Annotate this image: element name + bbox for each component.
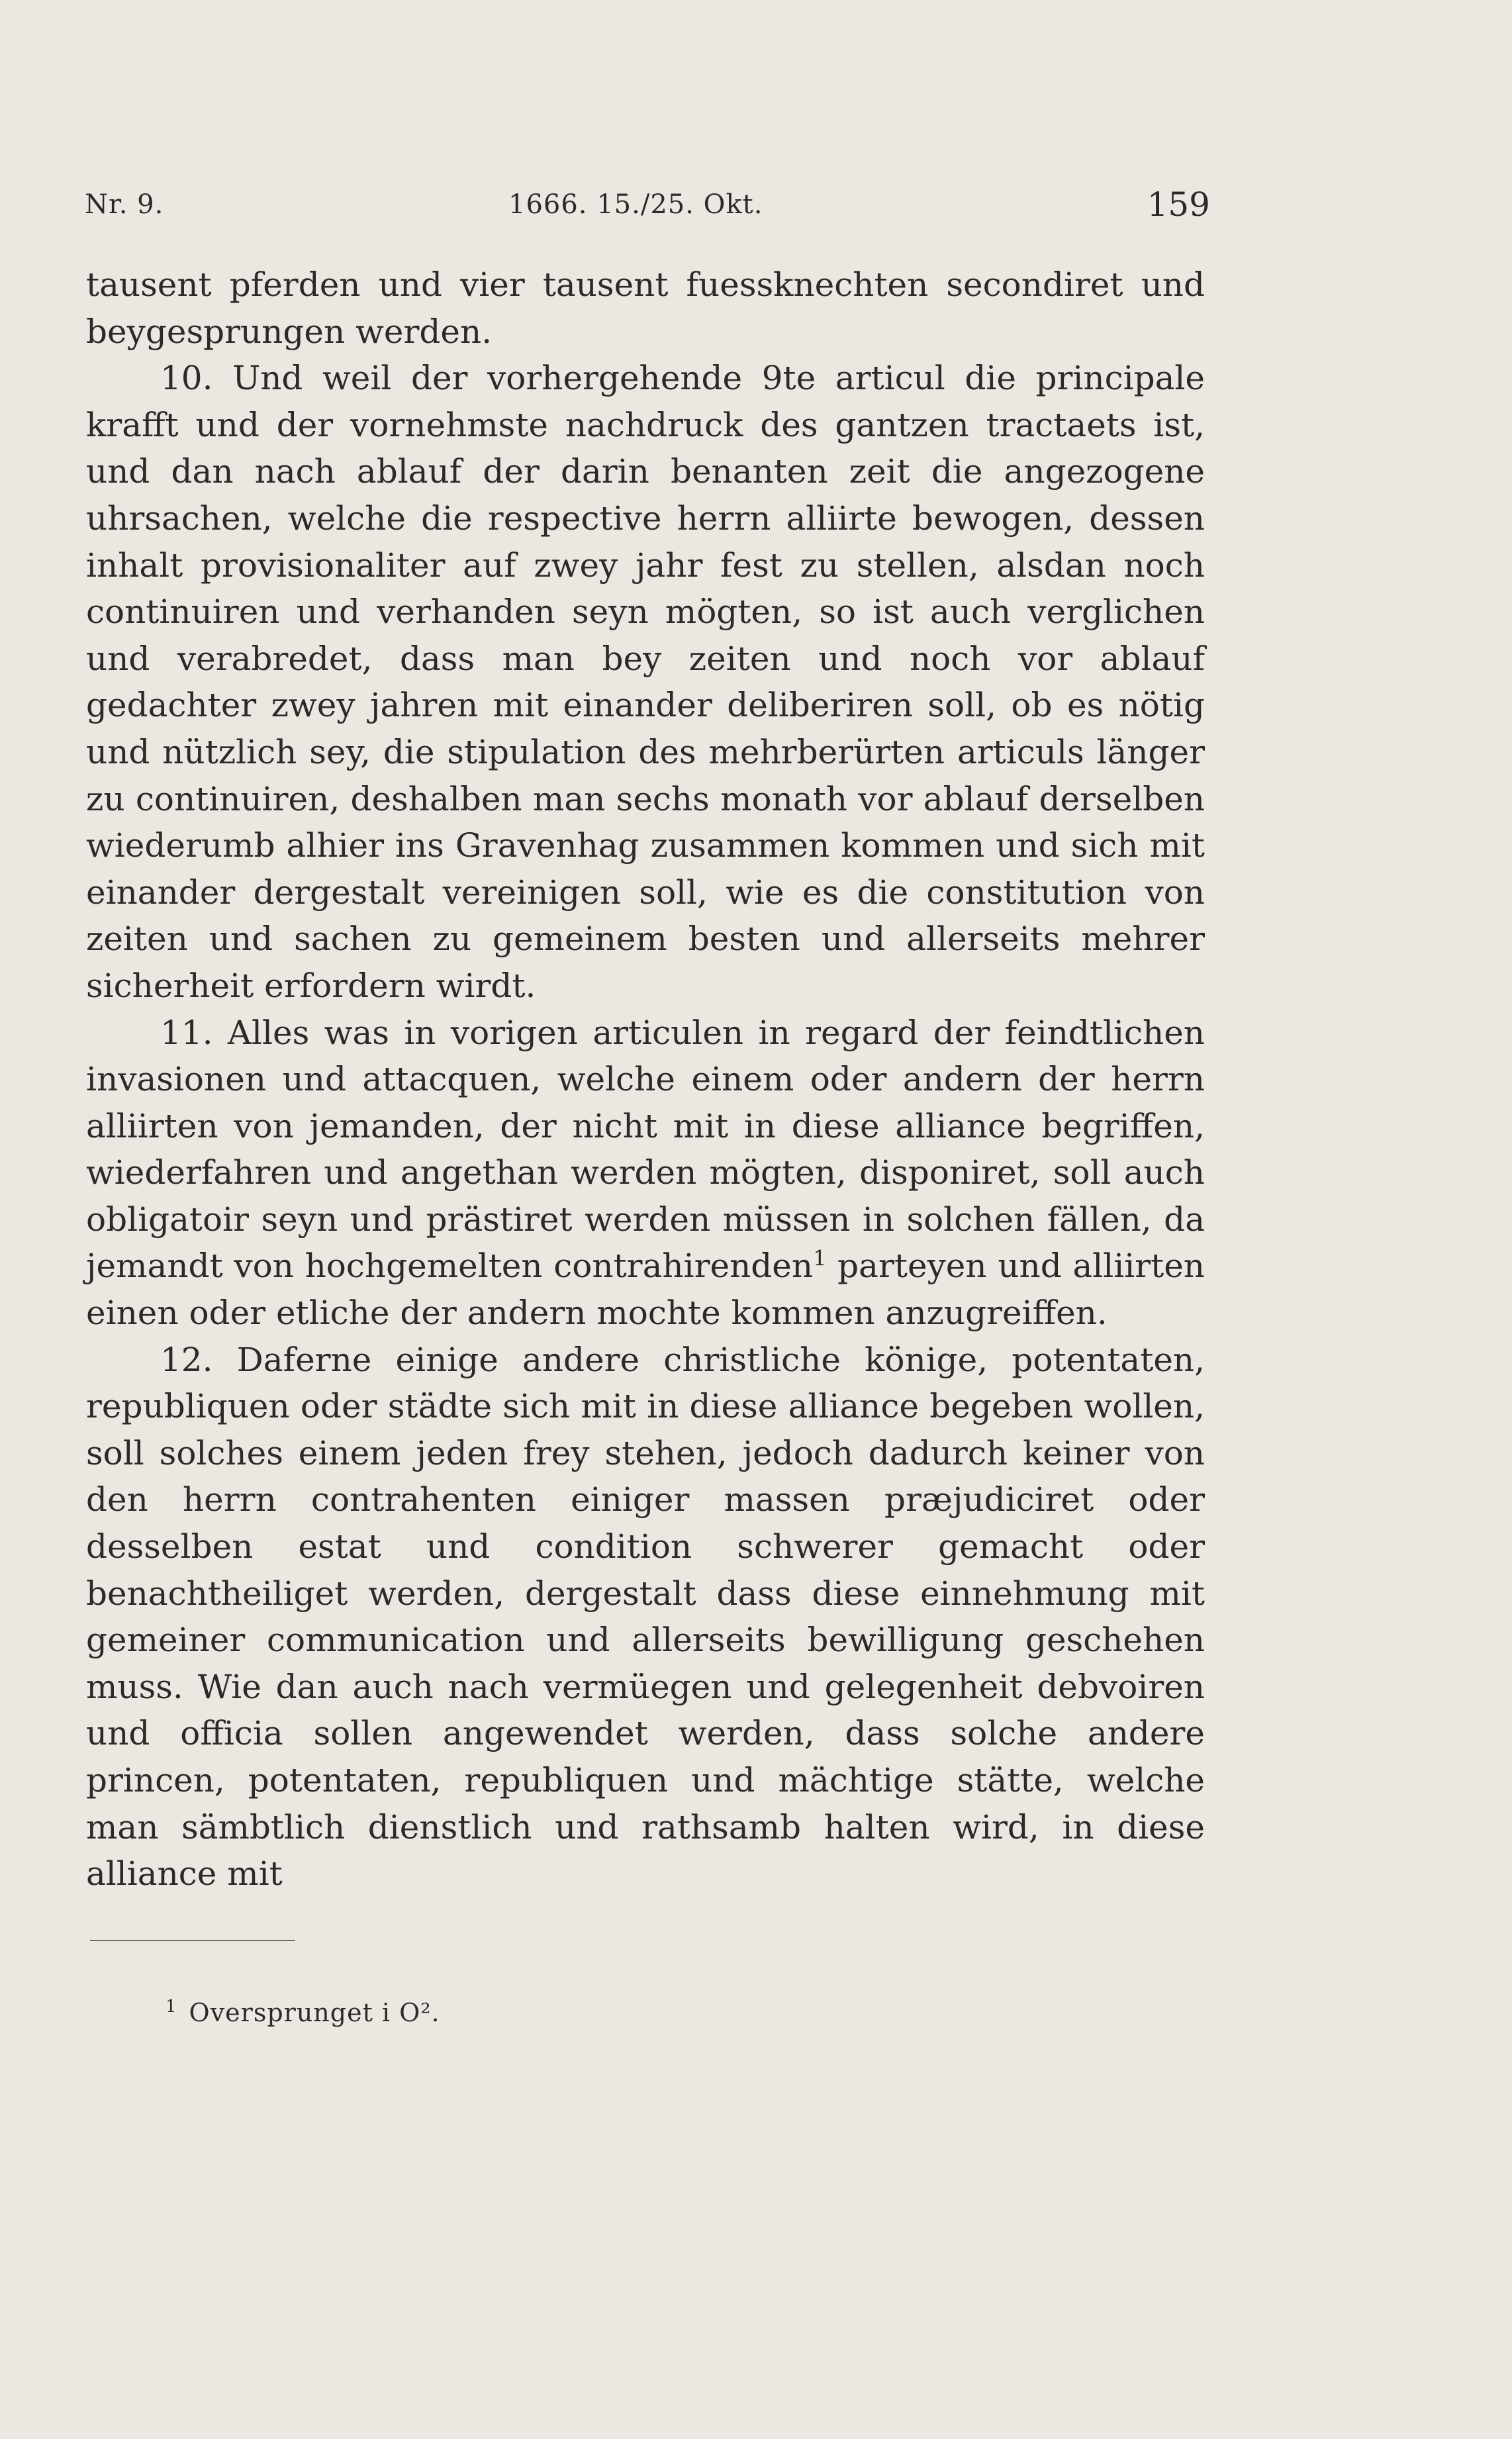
page-number: 159 xyxy=(1147,185,1210,224)
article-11-text-after-note: parteyen und alliirten einen oder etliche der andern mochte kommen anzugreiffen. xyxy=(86,1247,1205,1333)
body-text xyxy=(86,262,1205,1897)
document-date: 1666. 15./25. Okt. xyxy=(508,189,763,220)
paragraph-article-10: 10. Und weil der vorhergehende 9te articul die principale krafft und der vornehmste nachdruck des gantzen tractaets ist, und dan nach ablauf der darin benanten zeit die angezogene uhrsachen, welche die respective herrn alliirte bewogen, dessen inhalt provisionaliter auf zwey jahr fest zu stellen, alsdan noch continuiren und verhanden seyn mögten, so ist auch verglichen und verabredet, dass man bey zeiten und noch vor ablauf gedachter zwey jahren mit einander deliberiren soll, ob es nötig und nützlich sey, die stipulation des mehrberürten articuls länger zu continuiren, deshalben man sechs monath vor ablauf derselben wiederumb alhier ins Gravenhag zusammen kommen und sich mit einander dergestalt vereinigen soll, wie es die constitution von zeiten und sachen zu gemeinem besten und allerseits mehrer sicherheit erfordern wirdt. xyxy=(86,359,1205,1005)
paragraph-article-12: 12. Daferne einige andere christliche könige, potentaten, republiquen oder städte sich mit in diese alliance begeben wollen, soll solches einem jeden frey stehen, jedoch dadurch keiner von den herrn contrahenten einiger massen præjudiciret oder desselben estat und condition schwerer gemacht oder benachtheiliget werden, dergestalt dass diese einnehmung mit gemeiner communication und allerseits bewilligung geschehen muss. Wie dan auch nach vermüegen und gelegenheit debvoiren und officia sollen angewendet werden, dass solche andere princen, potentaten, republiquen und mächtige stätte, welche man sämbtlich dienstlich und rathsamb halten wird, in diese alliance mit xyxy=(86,1340,1205,1893)
footnote-number: 1 xyxy=(165,1997,177,2017)
document-number: Nr. 9. xyxy=(85,189,164,220)
paragraph-article-11 xyxy=(86,1010,1205,1337)
footnote xyxy=(165,1998,440,2027)
running-head xyxy=(85,185,1210,225)
footnote-text: Oversprunget i O². xyxy=(189,1998,440,2027)
paragraph-continuation: tausent pferden und vier tausent fuessknechten secondiret und beygesprungen werden. xyxy=(86,265,1205,351)
footnote-divider xyxy=(90,1940,295,1941)
footnote-reference[interactable]: 1 xyxy=(813,1245,827,1271)
article-11-text-before-note: 11. Alles was in vorigen articulen in regard der feindtlichen invasionen und attacquen, welche einem oder andern der herrn alliirten von jemanden, der nicht mit in diese alliance begriffen, wiederfahren und angethan werden mögten, disponiret, soll auch obligatoir seyn und prästiret werden müssen in solchen fällen, da jemandt von hochgemelten contrahirenden xyxy=(86,1013,1205,1286)
